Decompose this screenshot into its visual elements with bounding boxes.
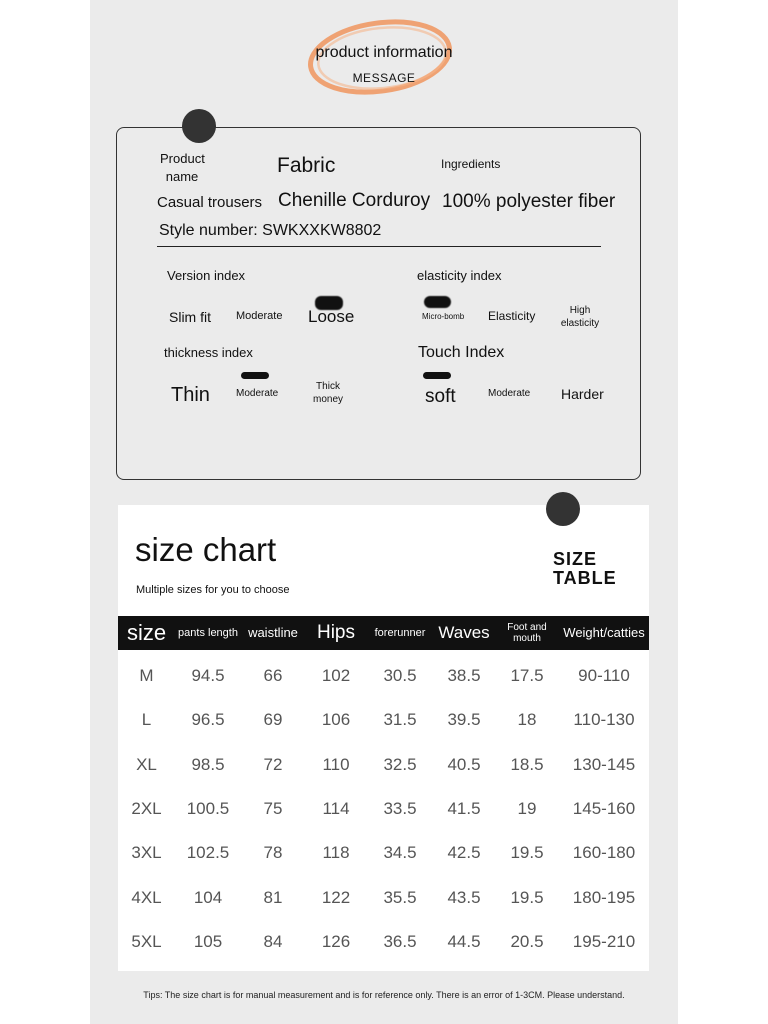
- cell-size: L: [141, 710, 152, 729]
- table-row: [118, 924, 649, 960]
- size-table-header: [118, 616, 649, 650]
- cell-waistline: 75: [263, 799, 283, 818]
- size-chart-card: [118, 505, 649, 971]
- version-option-slim-fit: Slim fit: [169, 309, 211, 325]
- cell-hips: 110: [322, 755, 350, 774]
- cell-weight: 90-110: [578, 666, 630, 685]
- thickness-option-thick-money: Thick money: [312, 381, 343, 405]
- col-header-weight: Weight/catties: [563, 624, 645, 640]
- cell-size: 5XL: [131, 932, 162, 951]
- cell-size: 4XL: [131, 888, 162, 907]
- cell-size: M: [139, 666, 154, 685]
- size-table-badge-line1: SIZE: [553, 549, 598, 569]
- ingredients-value: 100% polyester fiber: [442, 191, 616, 212]
- cell-size: 2XL: [131, 799, 162, 818]
- touch-option-harder: Harder: [561, 386, 604, 402]
- elasticity-option-high: High elasticity: [560, 305, 600, 329]
- cell-forerunner: 31.5: [383, 710, 417, 729]
- thickness-selected-marker: [241, 372, 269, 379]
- cell-hips: 122: [321, 888, 351, 907]
- product-info-header: [90, 0, 678, 110]
- product-info-card: [116, 127, 641, 480]
- cell-pants-length: 102.5: [186, 843, 230, 862]
- cell-waves: 42.5: [447, 843, 481, 862]
- product-name-value: Casual trousers: [157, 194, 263, 211]
- col-header-foot-and-mouth: Foot and mouth: [507, 622, 547, 644]
- product-name-label: Product name: [160, 151, 205, 184]
- size-chart-tips: Tips: The size chart is for manual measurement and is for reference only. There is an error of 1-3CM. Please understand.: [143, 990, 625, 1000]
- cell-hips: 114: [322, 799, 350, 818]
- thickness-option-moderate: Moderate: [236, 388, 279, 399]
- cell-waistline: 78: [263, 843, 283, 862]
- size-table-badge-line2: TABLE: [553, 568, 617, 588]
- cell-waistline: 66: [263, 666, 283, 685]
- col-header-waistline: waistline: [248, 624, 298, 640]
- cell-hips: 118: [322, 843, 350, 862]
- col-header-pants-length: pants length: [178, 626, 238, 639]
- header-title: product information: [315, 44, 453, 61]
- cell-pants-length: 98.5: [191, 755, 225, 774]
- cell-forerunner: 35.5: [383, 888, 417, 907]
- cell-weight: 145-160: [572, 799, 636, 818]
- table-row: [118, 835, 649, 871]
- cell-foot-and-mouth: 19.5: [510, 888, 544, 907]
- table-row: [118, 747, 649, 783]
- cell-foot-and-mouth: 19.5: [510, 843, 544, 862]
- cell-weight: 160-180: [572, 843, 636, 862]
- cell-pants-length: 104: [193, 888, 223, 907]
- cell-pants-length: 105: [193, 932, 223, 951]
- cell-weight: 195-210: [572, 932, 636, 951]
- cell-waistline: 81: [263, 888, 283, 907]
- cell-waves: 41.5: [447, 799, 481, 818]
- cell-waves: 43.5: [447, 888, 481, 907]
- elasticity-index-title: elasticity index: [417, 268, 502, 283]
- fabric-label: Fabric: [277, 154, 336, 177]
- product-page: [90, 0, 678, 1024]
- version-option-loose: Loose: [308, 307, 355, 326]
- col-header-hips: Hips: [316, 621, 355, 643]
- cell-waistline: 84: [263, 932, 283, 951]
- touch-index-title: Touch Index: [418, 344, 505, 361]
- cell-size: XL: [136, 755, 157, 774]
- thickness-index-title: thickness index: [164, 345, 253, 360]
- thickness-option-thin: Thin: [171, 384, 210, 406]
- table-row: [118, 658, 649, 694]
- version-index-title: Version index: [167, 268, 246, 283]
- cell-weight: 110-130: [573, 710, 635, 729]
- table-row: [118, 791, 649, 827]
- cell-waves: 40.5: [447, 755, 481, 774]
- touch-selected-marker: [423, 372, 451, 379]
- cell-foot-and-mouth: 18: [517, 710, 537, 729]
- version-option-moderate: Moderate: [236, 310, 283, 322]
- cell-hips: 126: [321, 932, 351, 951]
- cell-forerunner: 36.5: [383, 932, 417, 951]
- elasticity-selected-marker: [424, 296, 451, 308]
- cell-foot-and-mouth: 19: [517, 799, 537, 818]
- size-card-dot-decoration: [546, 492, 580, 526]
- cell-weight: 130-145: [572, 755, 636, 774]
- cell-foot-and-mouth: 20.5: [510, 932, 544, 951]
- col-header-forerunner: forerunner: [374, 626, 426, 639]
- cell-waves: 44.5: [447, 932, 481, 951]
- cell-size: 3XL: [131, 843, 162, 862]
- info-divider: [157, 246, 601, 247]
- cell-waves: 39.5: [447, 710, 481, 729]
- table-row: [118, 880, 649, 916]
- cell-forerunner: 30.5: [383, 666, 417, 685]
- cell-hips: 106: [321, 710, 351, 729]
- size-chart-subtitle: Multiple sizes for you to choose: [136, 584, 290, 596]
- cell-foot-and-mouth: 18.5: [510, 755, 544, 774]
- cell-pants-length: 94.5: [191, 666, 225, 685]
- cell-weight: 180-195: [572, 888, 636, 907]
- ingredients-label: Ingredients: [441, 157, 501, 171]
- style-number: Style number: SWKXXKW8802: [159, 222, 382, 239]
- cell-forerunner: 33.5: [383, 799, 417, 818]
- cell-waistline: 72: [263, 755, 283, 774]
- header-subtitle: MESSAGE: [352, 71, 416, 85]
- fabric-value: Chenille Corduroy: [278, 190, 431, 211]
- cell-waistline: 69: [263, 710, 283, 729]
- cell-foot-and-mouth: 17.5: [510, 666, 544, 685]
- touch-option-moderate: Moderate: [488, 388, 531, 399]
- touch-option-soft: soft: [425, 386, 456, 407]
- cell-pants-length: 96.5: [191, 710, 225, 729]
- cell-pants-length: 100.5: [186, 799, 230, 818]
- cell-forerunner: 34.5: [383, 843, 417, 862]
- elasticity-option-micro-bomb: Micro-bomb: [422, 312, 465, 321]
- cell-hips: 102: [321, 666, 351, 685]
- col-header-waves: Waves: [438, 622, 490, 642]
- col-header-size: size: [126, 619, 167, 645]
- table-row: [118, 702, 649, 738]
- cell-waves: 38.5: [447, 666, 481, 685]
- cell-forerunner: 32.5: [383, 755, 417, 774]
- elasticity-option-elasticity: Elasticity: [488, 309, 536, 323]
- size-chart-title: size chart: [135, 531, 277, 568]
